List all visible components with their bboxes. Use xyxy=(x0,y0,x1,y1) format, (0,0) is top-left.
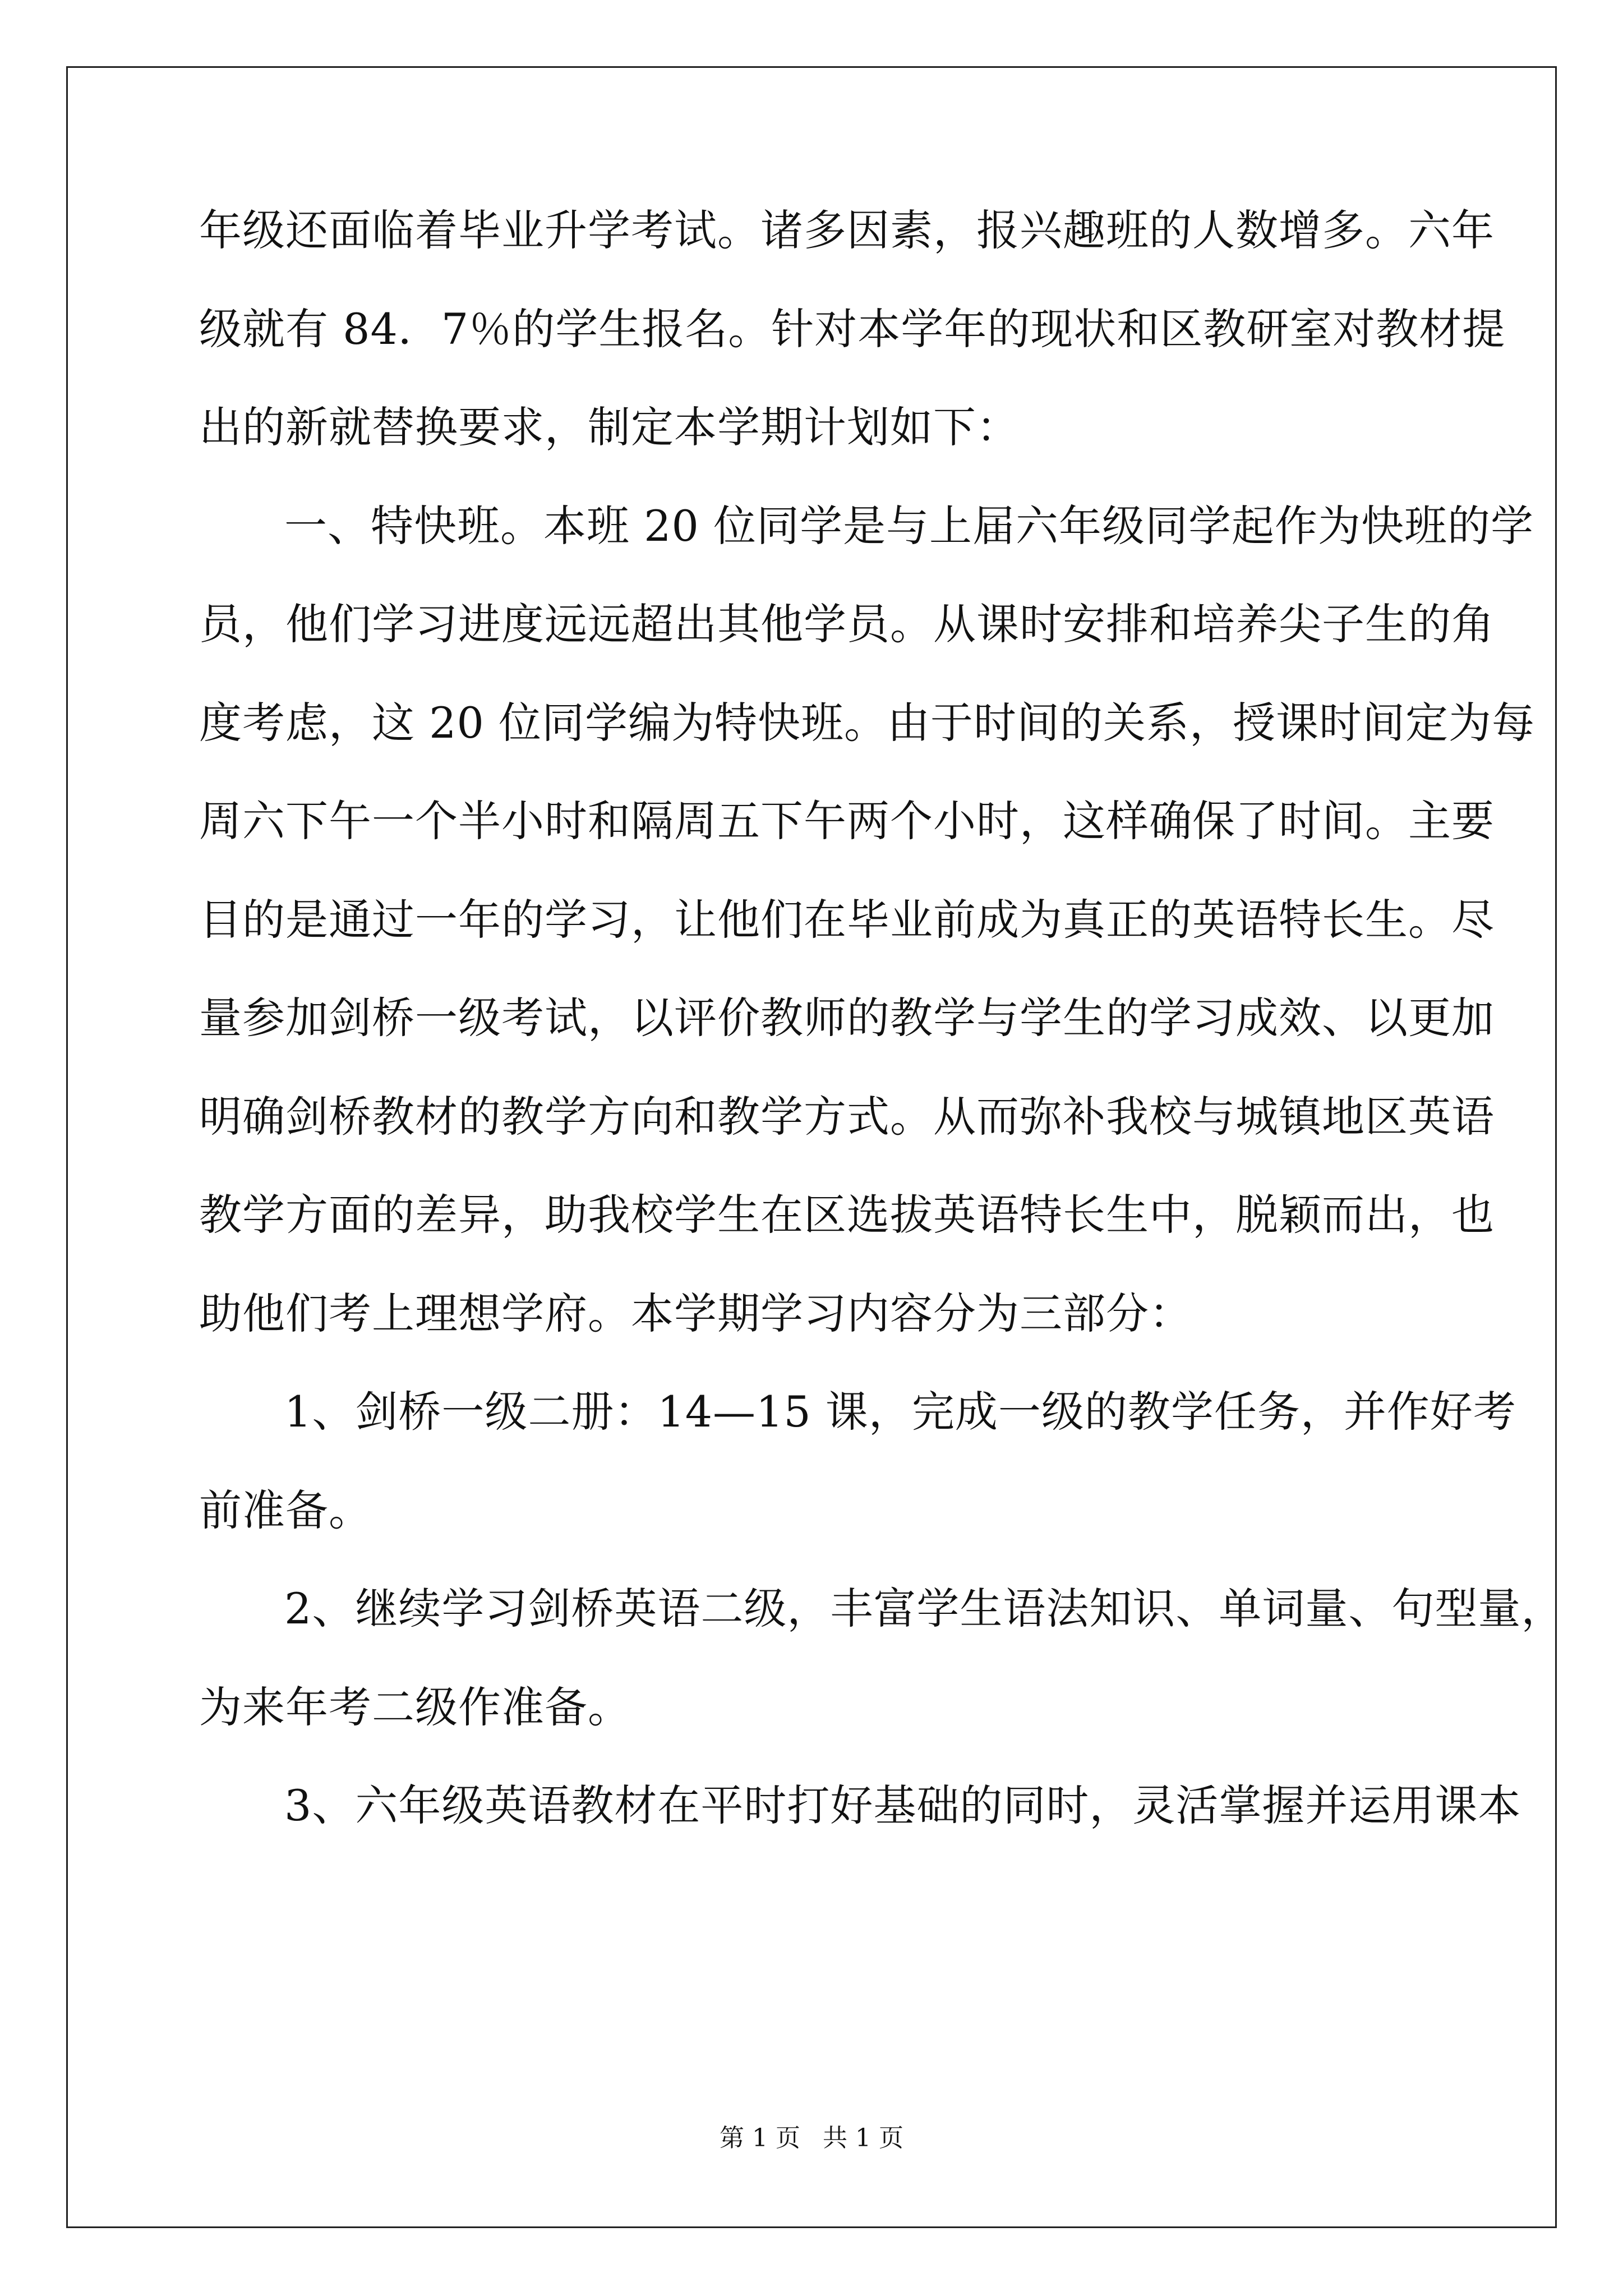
page-number: 第 1 页 xyxy=(720,2124,800,2152)
text-line: 明确剑桥教材的教学方向和教学方式。从而弥补我校与城镇地区英语 xyxy=(199,1091,1495,1142)
text-line: 一、特快班。本班 20 位同学是与上届六年级同学起作为快班的学 xyxy=(284,500,1534,551)
text-line: 周六下午一个半小时和隔周五下午两个小时，这样确保了时间。主要 xyxy=(199,796,1495,846)
text-line: 级就有 84．7％的学生报名。针对本学年的现状和区教研室对教材提 xyxy=(199,303,1506,354)
text-line: 助他们考上理想学府。本学期学习内容分为三部分： xyxy=(199,1288,1192,1338)
text-line: 3、六年级英语教材在平时打好基础的同时，灵活掌握并运用课本 xyxy=(284,1780,1521,1830)
text-line: 为来年考二级作准备。 xyxy=(199,1682,631,1732)
text-line: 前准备。 xyxy=(199,1485,372,1535)
page-total: 共 1 页 xyxy=(823,2124,903,2152)
document-body xyxy=(199,205,1565,1883)
text-line: 出的新就替换要求，制定本学期计划如下： xyxy=(199,402,1020,452)
text-line: 2、继续学习剑桥英语二级，丰富学生语法知识、单词量、句型量， xyxy=(284,1584,1565,1634)
text-line: 目的是通过一年的学习，让他们在毕业前成为真正的英语特长生。尽 xyxy=(199,894,1495,945)
text-line: 年级还面临着毕业升学考试。诸多因素，报兴趣班的人数增多。六年 xyxy=(199,205,1495,255)
text-line: 量参加剑桥一级考试，以评价教师的教学与学生的学习成效、以更加 xyxy=(199,993,1495,1043)
text-line: 1、剑桥一级二册：14—15 课，完成一级的教学任务，并作好考 xyxy=(284,1387,1516,1437)
text-line: 教学方面的差异，助我校学生在区选拔英语特长生中，脱颖而出，也 xyxy=(199,1190,1495,1240)
text-line: 员，他们学习进度远远超出其他学员。从课时安排和培养尖子生的角 xyxy=(199,599,1495,649)
text-line: 度考虑，这 20 位同学编为特快班。由于时间的关系，授课时间定为每 xyxy=(199,697,1536,748)
page-footer xyxy=(0,2125,1623,2152)
